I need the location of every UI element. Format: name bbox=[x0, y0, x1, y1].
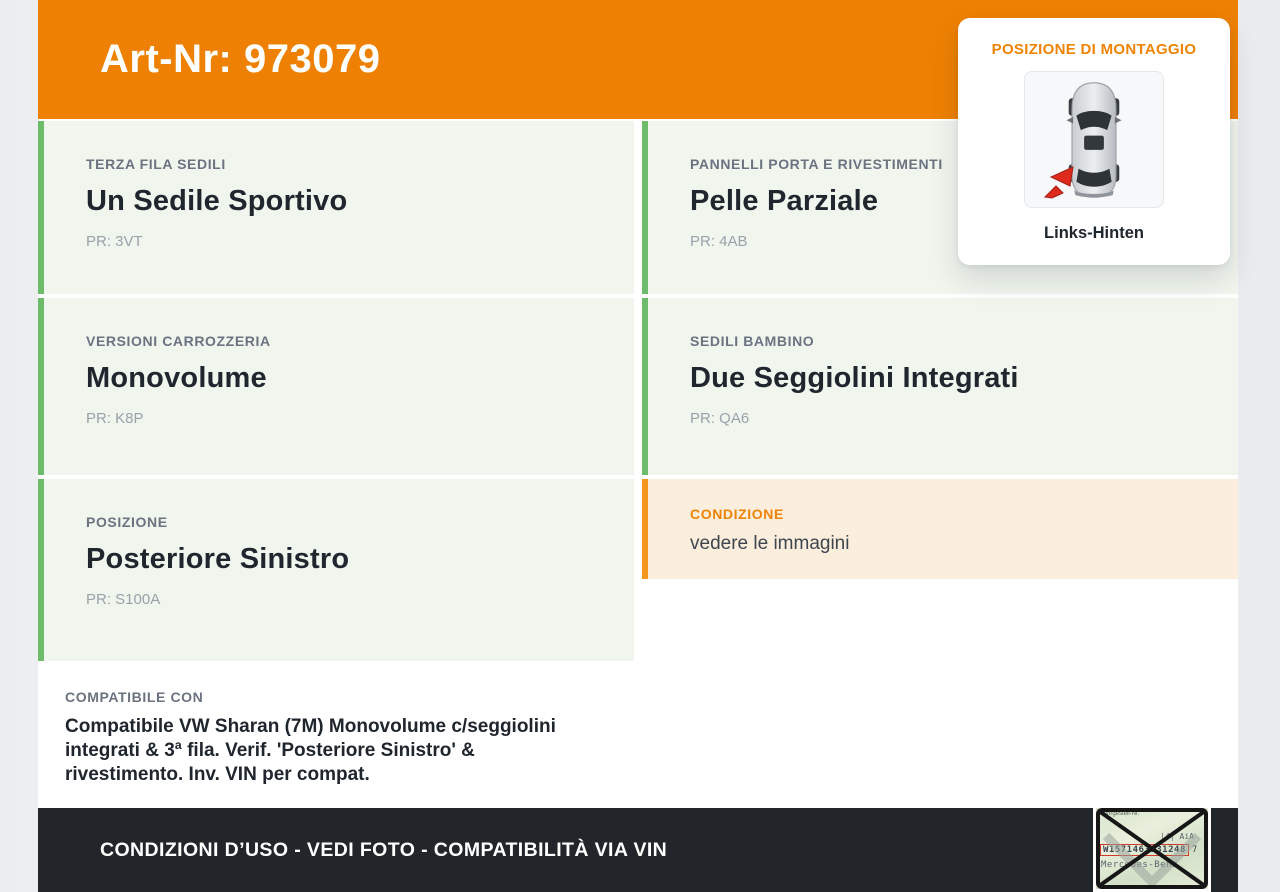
card-label: VERSIONI CARROZZERIA bbox=[86, 333, 271, 349]
document-corner-text: |4| AiA bbox=[1160, 832, 1194, 841]
card-child-seats bbox=[642, 298, 1238, 475]
card-value: Un Sedile Sportivo bbox=[86, 185, 348, 217]
card-label: POSIZIONE bbox=[86, 514, 168, 530]
card-pr-code: PR: 3VT bbox=[86, 233, 143, 250]
mounting-position-caption: Links-Hinten bbox=[1044, 224, 1144, 242]
registration-document-image bbox=[1093, 805, 1211, 892]
document-label: Fahrgestell-Nr. bbox=[1100, 811, 1140, 817]
card-pr-code: PR: S100A bbox=[86, 591, 161, 608]
card-pr-code: PR: K8P bbox=[86, 410, 144, 427]
compatibility-text: Compatibile VW Sharan (7M) Monovolume c/seggiolini integrati & 3ª fila. Verif. 'Posteriore Sinistro' & rivestimento. Inv. VIN per compat. bbox=[65, 716, 556, 785]
mounting-position-card bbox=[958, 18, 1230, 265]
footer-text: CONDIZIONI D’USO - VEDI FOTO - COMPATIBILITÀ VIA VIN bbox=[100, 838, 668, 861]
card-label: TERZA FILA SEDILI bbox=[86, 156, 226, 172]
card-pr-code: PR: 4AB bbox=[690, 233, 748, 250]
card-value: Posteriore Sinistro bbox=[86, 543, 350, 575]
card-label: PANNELLI PORTA E RIVESTIMENTI bbox=[690, 156, 943, 172]
card-compatibility bbox=[38, 665, 634, 808]
condition-value: vedere le immagini bbox=[690, 533, 850, 554]
mounting-position-title: POSIZIONE DI MONTAGGIO bbox=[991, 41, 1197, 58]
article-number-title: Art-Nr: 973079 bbox=[100, 37, 381, 81]
card-position bbox=[38, 479, 634, 661]
compatibility-label: COMPATIBILE CON bbox=[65, 689, 204, 705]
mounting-position-imagebox bbox=[1024, 71, 1164, 208]
card-third-row-seats bbox=[38, 121, 634, 294]
card-pr-code: PR: QA6 bbox=[690, 410, 750, 427]
card-value: Pelle Parziale bbox=[690, 185, 879, 217]
card-value: Due Seggiolini Integrati bbox=[690, 362, 1019, 394]
envelope-icon bbox=[1096, 808, 1208, 889]
card-condition bbox=[642, 479, 1238, 579]
card-value: Monovolume bbox=[86, 362, 267, 394]
vin-suffix: 7 bbox=[1191, 845, 1198, 855]
position-arrow-icon bbox=[1039, 164, 1077, 200]
document-brand-text: Mercedes-Benz bbox=[1101, 860, 1178, 870]
card-body-version bbox=[38, 298, 634, 475]
footer-banner bbox=[38, 808, 1238, 892]
card-label: SEDILI BAMBINO bbox=[690, 333, 815, 349]
condition-label: CONDIZIONE bbox=[690, 506, 784, 522]
vin-highlight-box: W1571463J31248 bbox=[1100, 844, 1189, 856]
